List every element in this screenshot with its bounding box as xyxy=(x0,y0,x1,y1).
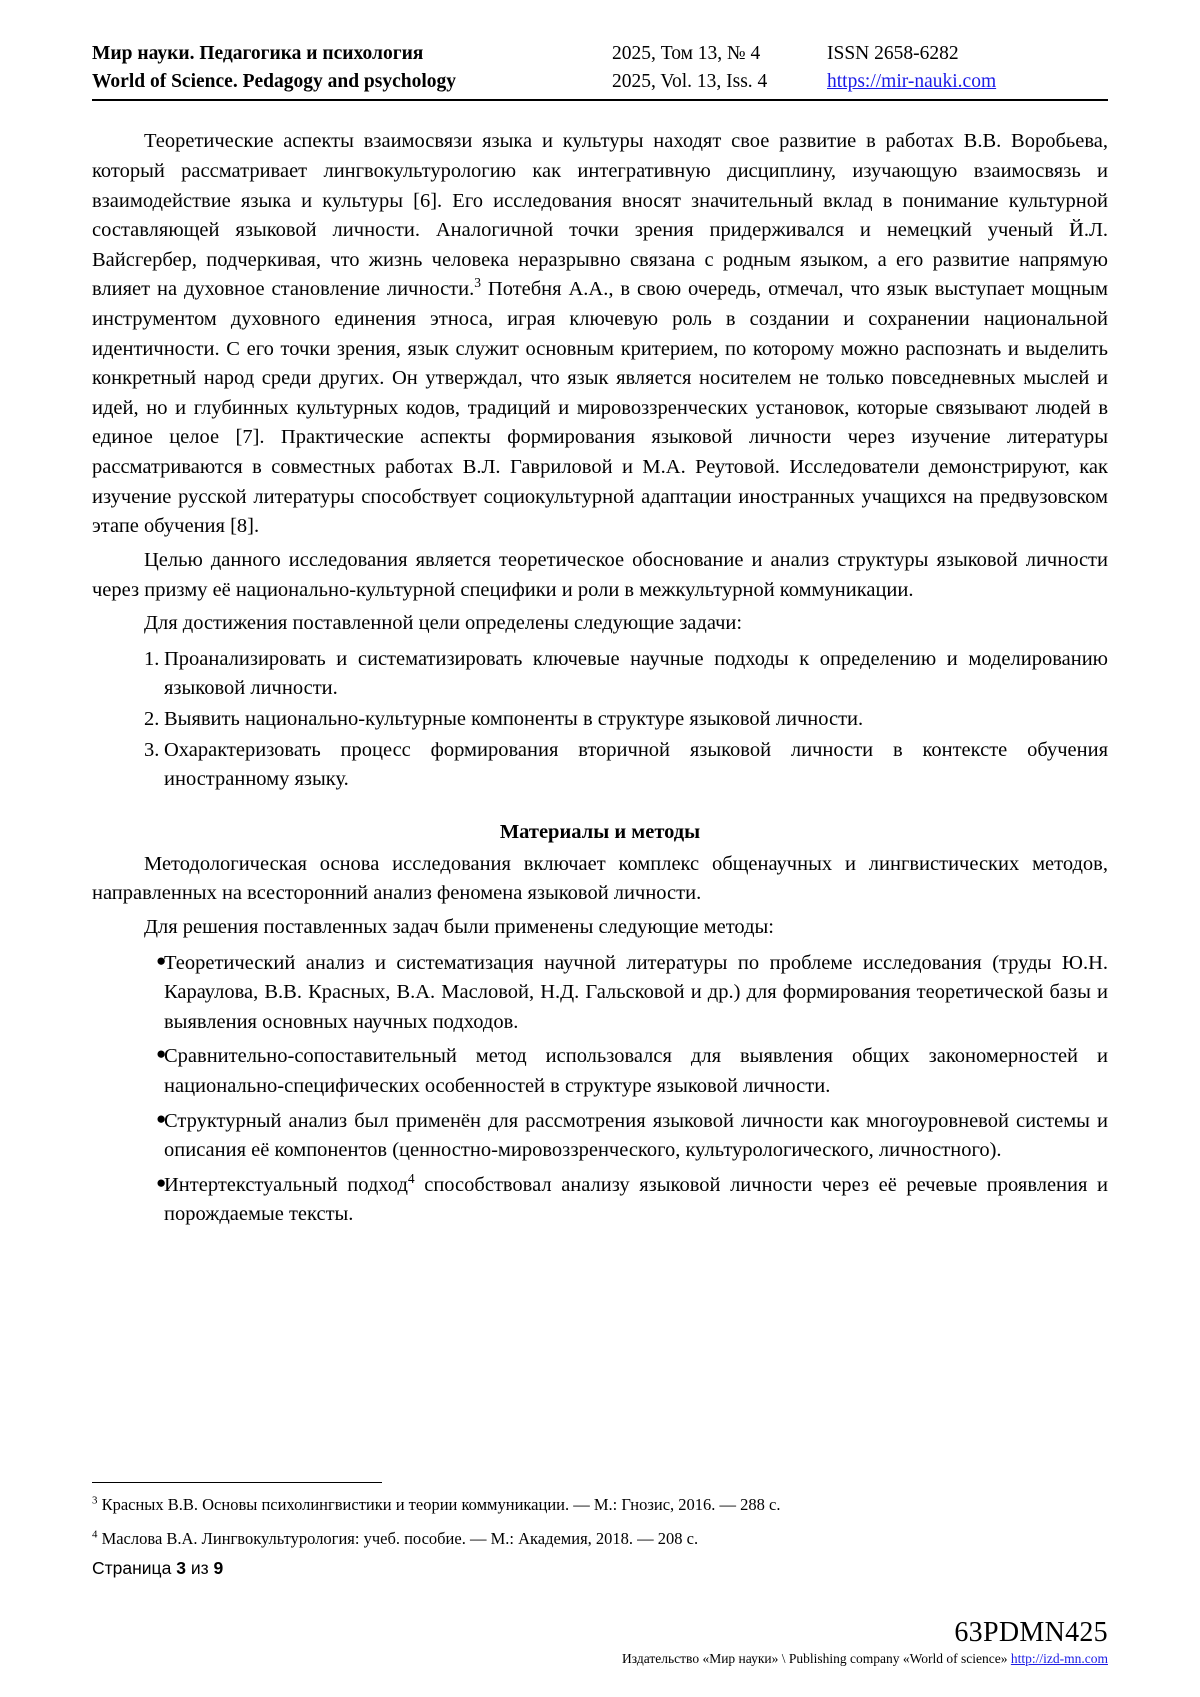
page-current: 3 xyxy=(176,1558,186,1578)
paragraph-methods-intro: Для решения поставленных задач были применены следующие методы: xyxy=(144,916,774,938)
volume-info-en: 2025, Vol. 13, Iss. 4 xyxy=(612,70,768,92)
method-text: Теоретический анализ и систематизация научной литературы по проблеме исследования (труды Ю.Н. Караулова, В.В. Красных, В.А. Масловой, Н.Д. Гальсковой и др.) для формирования теоретической базы и выявления основных научных подходов. xyxy=(164,951,1108,1033)
list-item xyxy=(92,1042,1108,1101)
task-text: Проанализировать и систематизировать ключевые научные подходы к определению и моделированию языковой личности. xyxy=(164,647,1108,700)
publisher-link[interactable]: http://izd-mn.com xyxy=(1010,1651,1108,1666)
footnote-4 xyxy=(92,1527,1108,1552)
page-number-indicator xyxy=(92,1558,1108,1579)
footnote-3-text: Красных В.В. Основы психолингвистики и теории коммуникации. — М.: Гнозис, 2016. — 288 с. xyxy=(101,1494,781,1514)
volume-info-ru: 2025, Том 13, № 4 xyxy=(612,43,761,64)
method-text-intertextual xyxy=(164,1171,1108,1230)
list-item xyxy=(92,1171,1108,1230)
journal-title-ru: Мир науки. Педагогика и психология xyxy=(92,43,424,64)
journal-title-en: World of Science. Pedagogy and psychology xyxy=(92,70,457,92)
page-footer xyxy=(92,1558,1108,1667)
footnote-divider xyxy=(92,1482,382,1483)
bullet-icon: ● xyxy=(156,1044,167,1064)
footnote-number-3: 3 xyxy=(92,1494,98,1506)
task-text: Выявить национально-культурные компоненты в структуре языковой личности. xyxy=(164,707,864,730)
list-item xyxy=(92,705,1108,735)
paragraph-research-goal: Целью данного исследования является теоретическое обоснование и анализ структуры языковой личности через призму её национально-культурной специфики и роли в межкультурной коммуникации. xyxy=(92,548,1108,601)
bullet-icon: ● xyxy=(156,1108,167,1128)
method-last-part1: Интертекстуальный подход xyxy=(164,1173,408,1196)
page-middle: из xyxy=(190,1558,209,1578)
footnote-ref-4[interactable]: 4 xyxy=(407,1171,415,1187)
page-header xyxy=(92,40,1108,101)
footnote-4-text: Маслова В.А. Лингвокультурология: учеб. пособие. — М.: Академия, 2018. — 208 с. xyxy=(101,1529,699,1549)
journal-site-link-wrap xyxy=(827,68,1108,96)
methods-list xyxy=(92,949,1108,1230)
bullet-icon: ● xyxy=(156,1172,167,1192)
list-item xyxy=(92,949,1108,1038)
task-number: 2. xyxy=(144,707,160,730)
bullet-icon: ● xyxy=(156,950,167,970)
header-row-ru xyxy=(92,40,1108,68)
list-item xyxy=(92,736,1108,795)
page-total: 9 xyxy=(213,1558,224,1578)
paragraph-theoretical-aspects xyxy=(92,127,1108,542)
paragraph-methodology-base: Методологическая основа исследования включает комплекс общенаучных и лингвистических методов, направленных на всесторонний анализ феномена языковой личности. xyxy=(92,852,1108,905)
list-item xyxy=(92,645,1108,704)
task-number: 3. xyxy=(144,738,160,761)
method-last-part2: способствовал анализу языковой личности через её речевые проявления и порождаемые тексты. xyxy=(164,1173,1108,1226)
paragraph-tasks-intro: Для достижения поставленной цели определены следующие задачи: xyxy=(144,612,743,635)
page-label-prefix: Страница xyxy=(92,1558,172,1578)
footnote-3 xyxy=(92,1493,1108,1518)
footnote-ref-3[interactable]: 3 xyxy=(474,275,481,291)
publisher-line xyxy=(92,1651,1108,1667)
header-row-en xyxy=(92,68,1108,96)
paragraph-1-part1: Теоретические аспекты взаимосвязи языка и культуры находят свое развитие в работах В.В. Воробьева, который рассматривает лингвокультурологию как интегративную дисциплину, изучающую взаимосвязь и взаимодействие языка и культуры [6]. Его исследования вносят значительный вклад в понимание культурной составляющей языковой личности. Аналогичной точки зрения придерживался и немецкий ученый Й.Л. Вайсгербер, подчеркивая, что жизнь человека неразрывно связана с родным языком, а его развитие напрямую влияет на духовное становление личности. xyxy=(92,130,1108,301)
article-code: 63PDMN425 xyxy=(954,1617,1108,1648)
tasks-list xyxy=(92,645,1108,795)
paragraph-1-part2: Потебня А.А., в свою очередь, отмечал, что язык выступает мощным инструментом духовного единения этноса, играя ключевую роль в создании и сохранении национальной идентичности. С его точки зрения, язык служит основным критерием, по которому можно распознать и выделить конкретный народ среди других. Он утверждал, что язык является носителем не только повседневных мыслей и идей, но и глубинных культурных кодов, традиций и мировоззренческих установок, которые связывают людей в единое целое [7]. Практические аспекты формирования языковой личности через изучение литературы рассматриваются в совместных работах В.Л. Гавриловой и М.А. Реутовой. Исследователи демонстрируют, как изучение русской литературы способствует социокультурной адаптации иностранных учащихся на предвузовском этапе обучения [8]. xyxy=(92,278,1108,538)
issn-label: ISSN 2658-6282 xyxy=(827,43,959,64)
list-item xyxy=(92,1107,1108,1166)
task-number: 1. xyxy=(144,647,160,670)
method-text: Сравнительно-сопоставительный метод использовался для выявления общих закономерностей и национально-специфических особенностей в структуре языковой личности. xyxy=(164,1045,1108,1098)
footnote-area xyxy=(92,1482,1108,1563)
journal-site-link[interactable]: https://mir-nauki.com xyxy=(827,70,997,92)
method-text: Структурный анализ был применён для рассмотрения языковой личности как многоуровневой системы и описания её компонентов (ценностно-мировоззренческого, культурологического, личностного). xyxy=(164,1109,1108,1162)
publisher-text: Издательство «Мир науки» \ Publishing company «World of science» xyxy=(622,1651,1011,1666)
footnote-number-4: 4 xyxy=(92,1528,98,1541)
task-text: Охарактеризовать процесс формирования вторичной языковой личности в контексте обучения иностранному языку. xyxy=(164,738,1108,791)
section-heading-materials-methods: Материалы и методы xyxy=(499,820,701,843)
